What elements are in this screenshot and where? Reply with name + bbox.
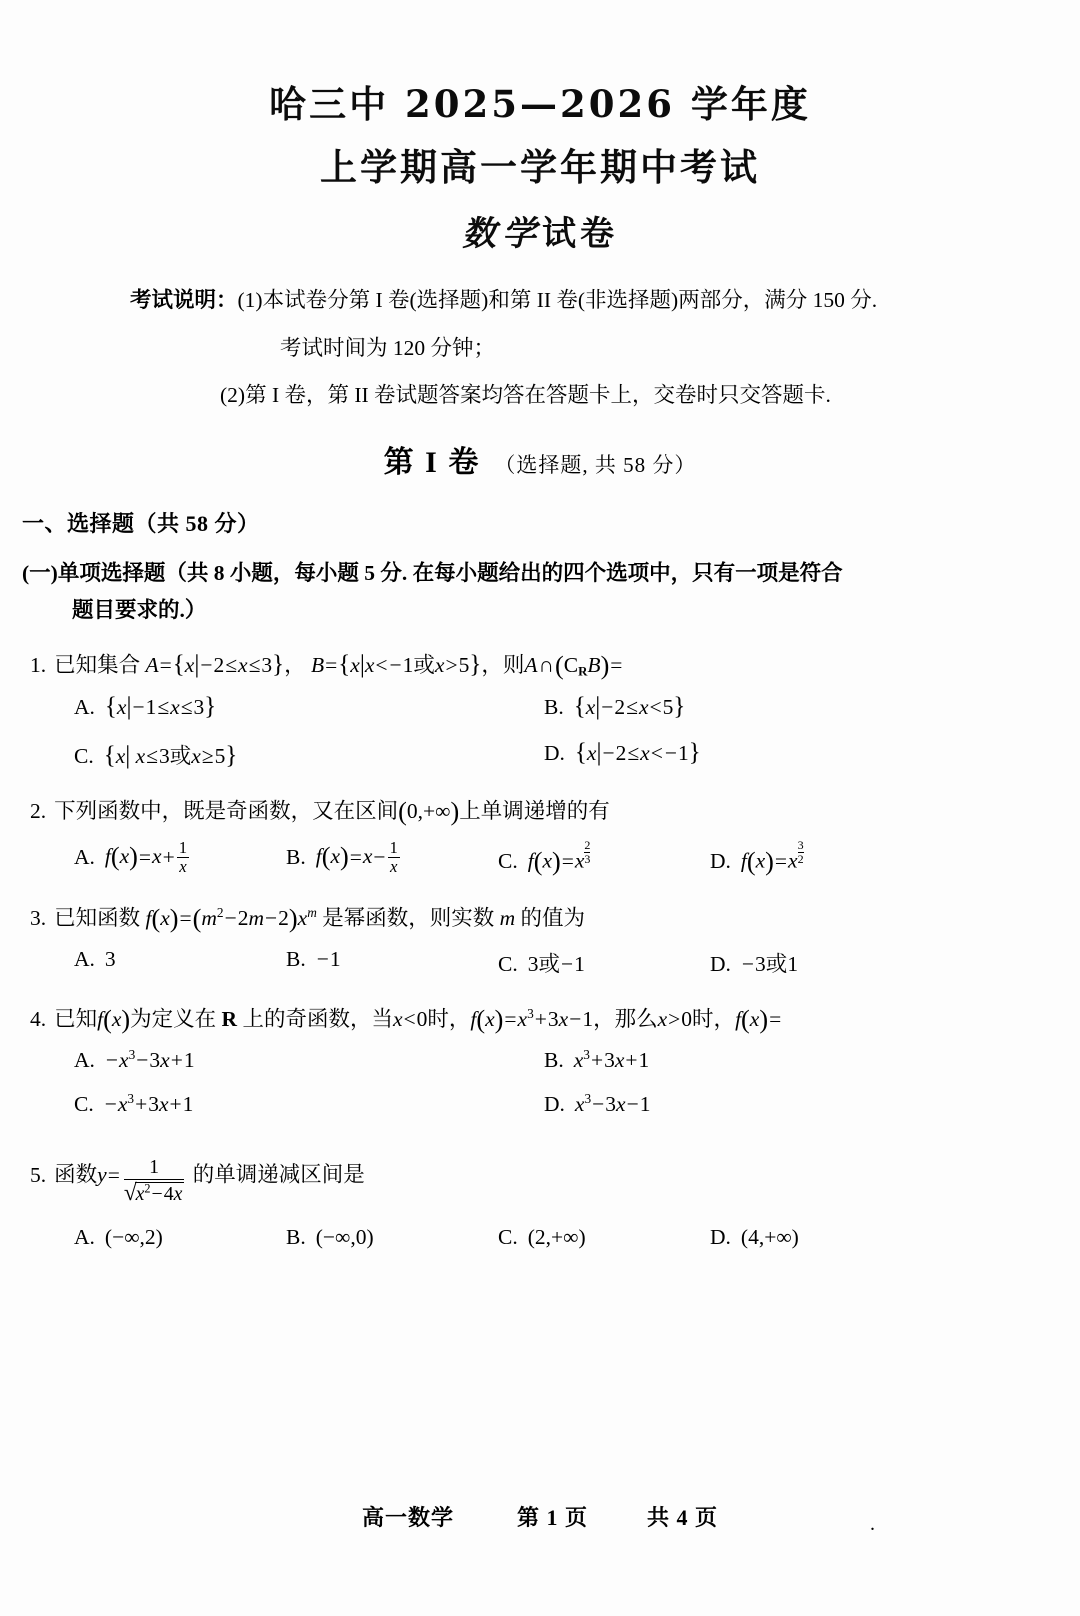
question-3-number: 3. xyxy=(30,906,47,931)
question-2 xyxy=(30,792,1040,877)
footer-page-number: 第 1 页 xyxy=(516,1505,588,1530)
question-2-number: 2. xyxy=(30,799,47,824)
footer-subject: 高一数学 xyxy=(361,1505,454,1530)
question-2-option-d[interactable]: D. f(x)=x $\frac{3}{2}$ xyxy=(710,838,804,877)
question-1-option-a[interactable]: A. {x|−1≤x≤3} xyxy=(74,693,217,721)
question-2-text: 下列函数中，既是奇函数，又在区间 xyxy=(54,799,399,824)
question-4-stem: 4. 已知f(x)为定义在 R 上的奇函数，当x<0时，$f(x)=x^3+3x-1$，那么x>0时，f(x)= xyxy=(30,1004,782,1034)
volume-heading-note: （选择题, 共 58 分） xyxy=(494,452,697,477)
question-4-text: 已知 xyxy=(54,1006,98,1031)
question-3-option-b[interactable]: B. −1 xyxy=(286,946,341,971)
instruction-row-3 xyxy=(130,384,1002,407)
volume-heading-main: 第 I 卷 xyxy=(383,445,481,479)
question-3-text: 已知函数 xyxy=(54,906,141,931)
question-1-stem: 1. 已知集合 A={x|−2≤x≤3}， B={x|x<−1或x>5}，则A∩(CRB)= xyxy=(30,650,623,680)
question-5-option-a[interactable]: A. (−∞,2) xyxy=(74,1224,163,1249)
question-1-option-d[interactable]: D. {x|−2≤x<−1} xyxy=(544,739,701,767)
question-5-option-b[interactable]: B. (−∞,0) xyxy=(286,1224,374,1249)
question-5-option-c[interactable]: C. (2,+∞) xyxy=(498,1224,586,1249)
instruction-item-1: (1)本试卷分第 I 卷(选择题)和第 II 卷(非选择题)两部分，满分 150 分. xyxy=(237,288,878,312)
question-1-text: 已知集合 xyxy=(54,652,141,677)
question-4-option-c[interactable]: C. $-x^3+3x+1$ xyxy=(74,1091,194,1117)
question-4-number: 4. xyxy=(30,1006,47,1031)
question-1 xyxy=(30,646,1040,770)
instruction-row-1 xyxy=(130,289,1002,312)
question-2-stem: 2. 下列函数中，既是奇函数，又在区间(0,+∞)上单调递增的有 xyxy=(30,797,610,827)
question-3-option-c[interactable]: C. 3或−1 xyxy=(498,951,585,976)
exam-title-line-2: 上学期高一学年期中考试 xyxy=(320,145,760,189)
question-4-option-a[interactable]: A. $-x^3-3x+1$ xyxy=(74,1046,195,1073)
exam-title-line-1: 哈三中 2025—2026 学年度 xyxy=(269,82,811,126)
question-4-option-d[interactable]: D. $x^3-3x-1$ xyxy=(544,1091,651,1117)
question-2-option-a[interactable]: A. f(x)=x+ $\frac{1}{x}$ xyxy=(74,838,188,876)
instructions-label: 考试说明： xyxy=(130,288,238,312)
question-3-options xyxy=(30,947,1040,978)
subsection-single-choice-line1: (一)单项选择题（共 8 小题，每小题 5 分. 在每小题给出的四个选项中，只有一项是符合 xyxy=(22,560,843,585)
exam-instructions xyxy=(0,289,1080,407)
question-5-number: 5. xyxy=(30,1162,47,1187)
question-3-stem: 3. 已知函数 $f(x)=(m^2-2m-2)x^m$ 是幂函数，则实数 m 的值为 xyxy=(30,904,586,934)
question-5-text: 函数 xyxy=(54,1162,98,1187)
instruction-item-1-cont: 考试时间为 120 分钟； xyxy=(280,335,496,360)
question-1-number: 1. xyxy=(30,652,47,677)
page-footer xyxy=(0,1501,1080,1532)
question-4-options-row-1 xyxy=(30,1047,1040,1073)
question-3 xyxy=(30,899,1040,977)
subject-suffix: 试卷 xyxy=(542,214,618,254)
question-5-option-d[interactable]: D. (4,+∞) xyxy=(710,1224,799,1249)
question-list xyxy=(0,646,1080,1250)
question-5-stem: 5. 函数y= $\frac{1}{√x^2-4x}$ 的单调递减区间是 xyxy=(30,1156,365,1206)
question-2-option-b[interactable]: B. f(x)=x− $\frac{1}{x}$ xyxy=(286,838,398,876)
instruction-item-2: (2)第 I 卷，第 II 卷试题答案均答在答题卡上，交卷时只交答题卡. xyxy=(220,383,831,408)
volume-heading xyxy=(0,437,1080,481)
section-title-choice: 一、选择题（共 58 分） xyxy=(22,510,260,536)
subject-name: 数学 xyxy=(462,214,542,254)
question-1-option-c[interactable]: C. {x| x≤3或x≥5} xyxy=(74,742,238,770)
question-4-options-row-2 xyxy=(30,1091,1040,1117)
footer-total-pages: 共 4 页 xyxy=(647,1505,719,1530)
footer-artifact-dot: . xyxy=(870,1513,875,1535)
question-4-option-b[interactable]: B. $x^3+3x+1$ xyxy=(544,1046,650,1073)
subsection-single-choice-line2: 题目要求的.） xyxy=(72,597,207,622)
question-3-option-d[interactable]: D. −3或1 xyxy=(710,951,799,976)
title-block xyxy=(0,0,1080,255)
instruction-row-2 xyxy=(130,337,1002,360)
question-2-option-c[interactable]: C. f(x)=x $\frac{2}{3}$ xyxy=(498,838,591,877)
question-1-option-b[interactable]: B. {x|−2≤x<5} xyxy=(544,693,686,721)
question-1-options-row-2 xyxy=(30,739,1040,770)
question-1-options-row-1 xyxy=(30,693,1040,721)
question-5-options xyxy=(30,1225,1040,1250)
question-4 xyxy=(30,1000,1040,1118)
exam-subject-title xyxy=(0,206,1080,255)
question-2-options xyxy=(30,839,1040,877)
question-3-option-a[interactable]: A. 3 xyxy=(74,946,116,971)
question-5 xyxy=(30,1157,1040,1249)
